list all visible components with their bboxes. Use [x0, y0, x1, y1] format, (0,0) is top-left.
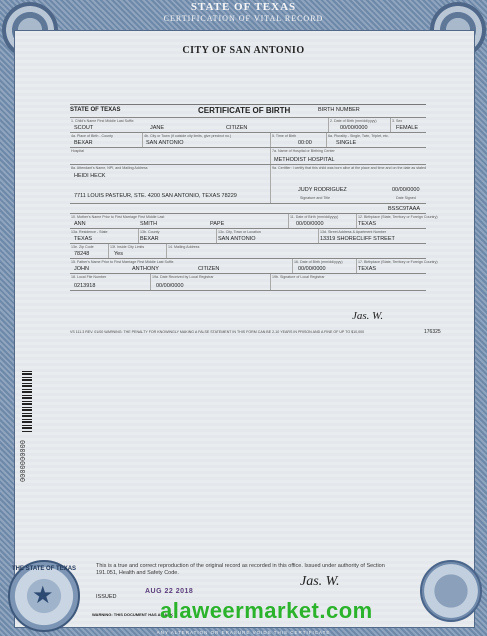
- label-father-name: 15. Father's Name Prior to First Marriage First Middle Last Suffix: [71, 260, 174, 264]
- issued-date-stamp: AUG 22 2018: [145, 588, 194, 595]
- issued-label: ISSUED: [96, 594, 117, 600]
- child-sex: FEMALE: [396, 125, 419, 131]
- label-father-dob: 16. Date of Birth (mm/dd/yyyy): [294, 260, 343, 264]
- father-birthplace: TEXAS: [358, 266, 377, 272]
- label-date-signed: Date Signed: [396, 196, 416, 200]
- label-res-city: 13c. City, Town or Location: [218, 230, 261, 234]
- child-dob: 00/00/0000: [340, 125, 368, 131]
- reg-code: BSSC9TAAA: [388, 206, 420, 212]
- residence-county: BEXAR: [140, 236, 159, 242]
- facility-name: METHODIST HOSPITAL: [274, 157, 335, 163]
- label-inside-city: 13f. Inside City Limits: [110, 245, 145, 249]
- certification-text: This is a true and correct reproduction of the original record as recorded in this office. Issued under authority of Section 191.051, Health and Safety Code.: [96, 563, 385, 576]
- label-mother-birthplace: 12. Birthplace (State, Territory or Foreign Country): [358, 215, 438, 219]
- mother-middle: SMITH: [140, 221, 158, 227]
- label-father-birthplace: 17. Birthplace (State, Territory or Foreign Country): [358, 260, 438, 264]
- row-facility: [70, 147, 426, 164]
- watermark: alaweermarket.com: [160, 598, 373, 623]
- child-middle: JANE: [150, 125, 165, 131]
- label-street: 13d. Street Address & Apartment Number: [320, 230, 387, 234]
- mother-birthplace: TEXAS: [358, 221, 377, 227]
- label-res-county: 13b. County: [140, 230, 160, 234]
- label-facility: 7a. Name of Hospital or Birthing Center: [272, 149, 335, 153]
- zip-code: 78248: [74, 251, 90, 257]
- date-signed: 00/00/0000: [392, 187, 420, 193]
- birth-form: [70, 104, 438, 291]
- attendant-name: HEIDI HECK: [74, 173, 106, 179]
- document-warning: WARNING: THIS DOCUMENT HAS A DARK: [92, 612, 174, 617]
- residence-city: SAN ANTONIO: [218, 236, 256, 242]
- residence-state: TEXAS: [74, 236, 93, 242]
- label-signature: Signature and Title: [300, 196, 330, 200]
- child-first: SCOUT: [74, 125, 94, 131]
- mother-first: ANN: [74, 221, 86, 227]
- child-last: CITIZEN: [226, 125, 248, 131]
- certifier-name: JUDY RODRIGUEZ: [298, 187, 347, 193]
- plurality: SINGLE: [336, 140, 357, 146]
- row-zip: [70, 243, 426, 258]
- label-local-file: 18. Local File Number: [71, 275, 107, 279]
- state-seal: [8, 560, 80, 632]
- mother-dob: 00/00/0000: [296, 221, 324, 227]
- row-registration: [70, 203, 426, 213]
- form-header: [70, 105, 426, 117]
- father-last: CITIZEN: [198, 266, 220, 272]
- label-city: 4b. City or Town (if outside city limits, give precinct no.): [144, 134, 232, 138]
- banner-title: STATE OF TEXAS: [190, 1, 297, 13]
- label-time: 5. Time of Birth: [272, 134, 297, 138]
- issuing-city: CITY OF SAN ANTONIO: [182, 45, 305, 56]
- father-middle: ANTHONY: [132, 266, 159, 272]
- label-dob: 2. Date of Birth (mm/dd/yyyy): [330, 119, 377, 123]
- banner-subtitle: CERTIFICATION OF VITAL RECORD: [163, 14, 324, 23]
- barcode: [22, 370, 32, 432]
- row-father-name: [70, 258, 438, 273]
- row-place: [70, 132, 426, 147]
- form-warning-line: VS 111.3 REV. 01/00 WARNING: THE PENALTY FOR KNOWINGLY MAKING A FALSE STATEMENT IN THIS FORM CAN BE 2-10 YEARS IN PRISON AND A FINE OF UP TO $10,000: [70, 330, 365, 334]
- birth-number-label: BIRTH NUMBER: [318, 107, 360, 113]
- row-attendant: [70, 164, 426, 203]
- label-mother-dob: 11. Date of Birth (mm/dd/yyyy): [290, 215, 339, 219]
- row-child-name: [70, 117, 426, 132]
- row-mother-name: [70, 213, 438, 228]
- label-zip: 13e. Zip Code: [71, 245, 94, 249]
- serial-number: 0000000000: [20, 440, 28, 483]
- form-state: STATE OF TEXAS: [70, 107, 121, 113]
- label-sex: 3. Sex: [392, 119, 403, 123]
- father-dob: 00/00/0000: [298, 266, 326, 272]
- label-child-name: 1. Child's Name First Middle Last Suffix: [71, 119, 134, 123]
- registrar-signature: Jas. W.: [352, 310, 384, 322]
- attendant-address: 7711 LOUIS PASTEUR, STE. 4200 SAN ANTONIO, TEXAS 78229: [74, 193, 237, 199]
- date-received: 00/00/0000: [156, 283, 184, 289]
- birth-city: SAN ANTONIO: [146, 140, 184, 146]
- label-attendant: 8a. Attendant's Name, NPI, and Mailing Address: [71, 166, 148, 170]
- form-title: CERTIFICATE OF BIRTH: [198, 106, 291, 115]
- label-date-received: 19a. Date Received by Local Registrar: [152, 275, 214, 279]
- street-address: 13319 SHORECLIFF STREET: [320, 236, 395, 242]
- row-residence: [70, 228, 426, 243]
- local-file-number: 0213918: [74, 283, 96, 289]
- label-mailing: 14. Mailing Address: [168, 245, 200, 249]
- label-registrar-sig: 19b. Signature of Local Registrar: [272, 275, 325, 279]
- father-first: JOHN: [74, 266, 89, 272]
- registrar-signature-bottom: Jas. W.: [300, 574, 340, 589]
- star-icon: ★: [32, 582, 54, 609]
- row-registrar: [70, 273, 426, 291]
- mother-last: PAPE: [210, 221, 225, 227]
- label-county: 4a. Place of Birth - County: [71, 134, 113, 138]
- void-footer: ANY ALTERATION OR ERASURE VOIDS THIS CERTIFICATE: [156, 630, 331, 635]
- label-plurality: 6a. Plurality - Single, Twin, Triplet, etc.: [328, 134, 389, 138]
- birth-time: 00:00: [298, 140, 312, 146]
- inside-city: Yes: [114, 251, 123, 257]
- form-number: 176325: [424, 329, 441, 335]
- label-res-state: 13a. Residence - State: [71, 230, 108, 234]
- label-certifier: 9a. Certifier: I certify that this child was born alive at the place and time and on the date as stated: [272, 166, 427, 170]
- birth-county: BEXAR: [74, 140, 93, 146]
- seal-text: THE STATE OF TEXAS: [11, 566, 77, 572]
- embossed-seal: [420, 560, 482, 622]
- facility-type-label: Hospital: [71, 149, 84, 153]
- label-mother-name: 10. Mother's Name Prior to First Marriage First Middle Last: [71, 215, 165, 219]
